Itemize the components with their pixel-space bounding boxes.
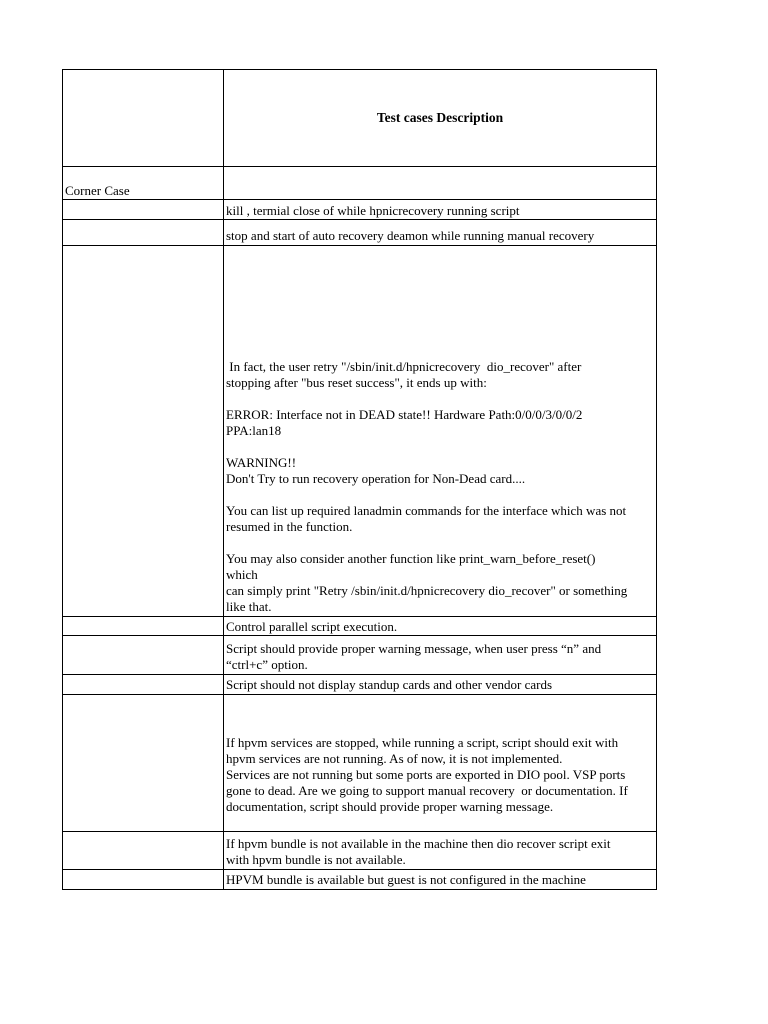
description-cell: [224, 636, 657, 675]
description-line: like that.: [226, 599, 272, 614]
category-cell: [63, 695, 224, 832]
description-header: Test cases Description: [224, 70, 657, 167]
category-cell: [63, 200, 224, 220]
description-line: hpvm services are not running. As of now, it is not implemented.: [226, 751, 563, 766]
table-row: [63, 167, 657, 200]
table-row: [63, 870, 657, 890]
description-line: gone to dead. Are we going to support manual recovery or documentation. If: [226, 783, 628, 798]
category-cell: [63, 870, 224, 890]
category-cell: [63, 675, 224, 695]
description-line: Script should not display standup cards and other vendor cards: [226, 677, 553, 692]
table-row: [63, 200, 657, 220]
description-line: HPVM bundle is available but guest is not configured in the machine: [226, 872, 586, 887]
description-cell: [224, 832, 657, 870]
header-row: [63, 70, 657, 167]
test-cases-table: [62, 69, 657, 890]
description-line: can simply print "Retry /sbin/init.d/hpnicrecovery dio_recover" or something: [226, 583, 628, 598]
description-line: If hpvm bundle is not available in the machine then dio recover script exit: [226, 836, 611, 851]
description-cell: [224, 200, 657, 220]
category-cell: [63, 246, 224, 617]
description-line: documentation, script should provide proper warning message.: [226, 799, 554, 814]
table-row: [63, 617, 657, 636]
description-line: [226, 391, 654, 407]
description-cell: [224, 675, 657, 695]
description-cell: [224, 167, 657, 200]
category-cell: [63, 636, 224, 675]
description-line: “ctrl+c” option.: [226, 657, 308, 672]
header-empty-cell: [63, 70, 224, 167]
description-line: stop and start of auto recovery deamon while running manual recovery: [226, 228, 595, 243]
description-line: If hpvm services are stopped, while running a script, script should exit with: [226, 735, 619, 750]
table-row: [63, 636, 657, 675]
description-cell: [224, 220, 657, 246]
table-row: [63, 832, 657, 870]
description-line: [226, 183, 654, 199]
description-line: PPA:lan18: [226, 423, 282, 438]
description-line: Don't Try to run recovery operation for Non-Dead card....: [226, 471, 526, 486]
description-line: Script should provide proper warning message, when user press “n” and: [226, 641, 602, 656]
description-line: [226, 487, 654, 503]
description-line: ERROR: Interface not in DEAD state!! Hardware Path:0/0/0/3/0/0/2: [226, 407, 583, 422]
description-cell: [224, 695, 657, 832]
category-cell: [63, 617, 224, 636]
description-line: WARNING!!: [226, 455, 297, 470]
description-line: [226, 439, 654, 455]
description-line: [226, 535, 654, 551]
table-row: [63, 246, 657, 617]
description-line: Services are not running but some ports are exported in DIO pool. VSP ports: [226, 767, 626, 782]
description-line: resumed in the function.: [226, 519, 353, 534]
description-cell: [224, 870, 657, 890]
description-line: with hpvm bundle is not available.: [226, 852, 406, 867]
table-row: [63, 220, 657, 246]
table-row: [63, 695, 657, 832]
description-line: In fact, the user retry "/sbin/init.d/hpnicrecovery dio_recover" after: [226, 359, 582, 374]
category-cell: [63, 220, 224, 246]
category-cell: Corner Case: [63, 167, 224, 200]
category-cell: [63, 832, 224, 870]
description-line: Control parallel script execution.: [226, 619, 398, 634]
description-line: You may also consider another function like print_warn_before_reset(): [226, 551, 596, 566]
description-line: stopping after "bus reset success", it ends up with:: [226, 375, 487, 390]
description-line: kill , termial close of while hpnicrecovery running script: [226, 203, 520, 218]
description-cell: [224, 617, 657, 636]
description-line: which: [226, 567, 258, 582]
description-cell: [224, 246, 657, 617]
description-line: You can list up required lanadmin commands for the interface which was not: [226, 503, 627, 518]
table-row: [63, 675, 657, 695]
